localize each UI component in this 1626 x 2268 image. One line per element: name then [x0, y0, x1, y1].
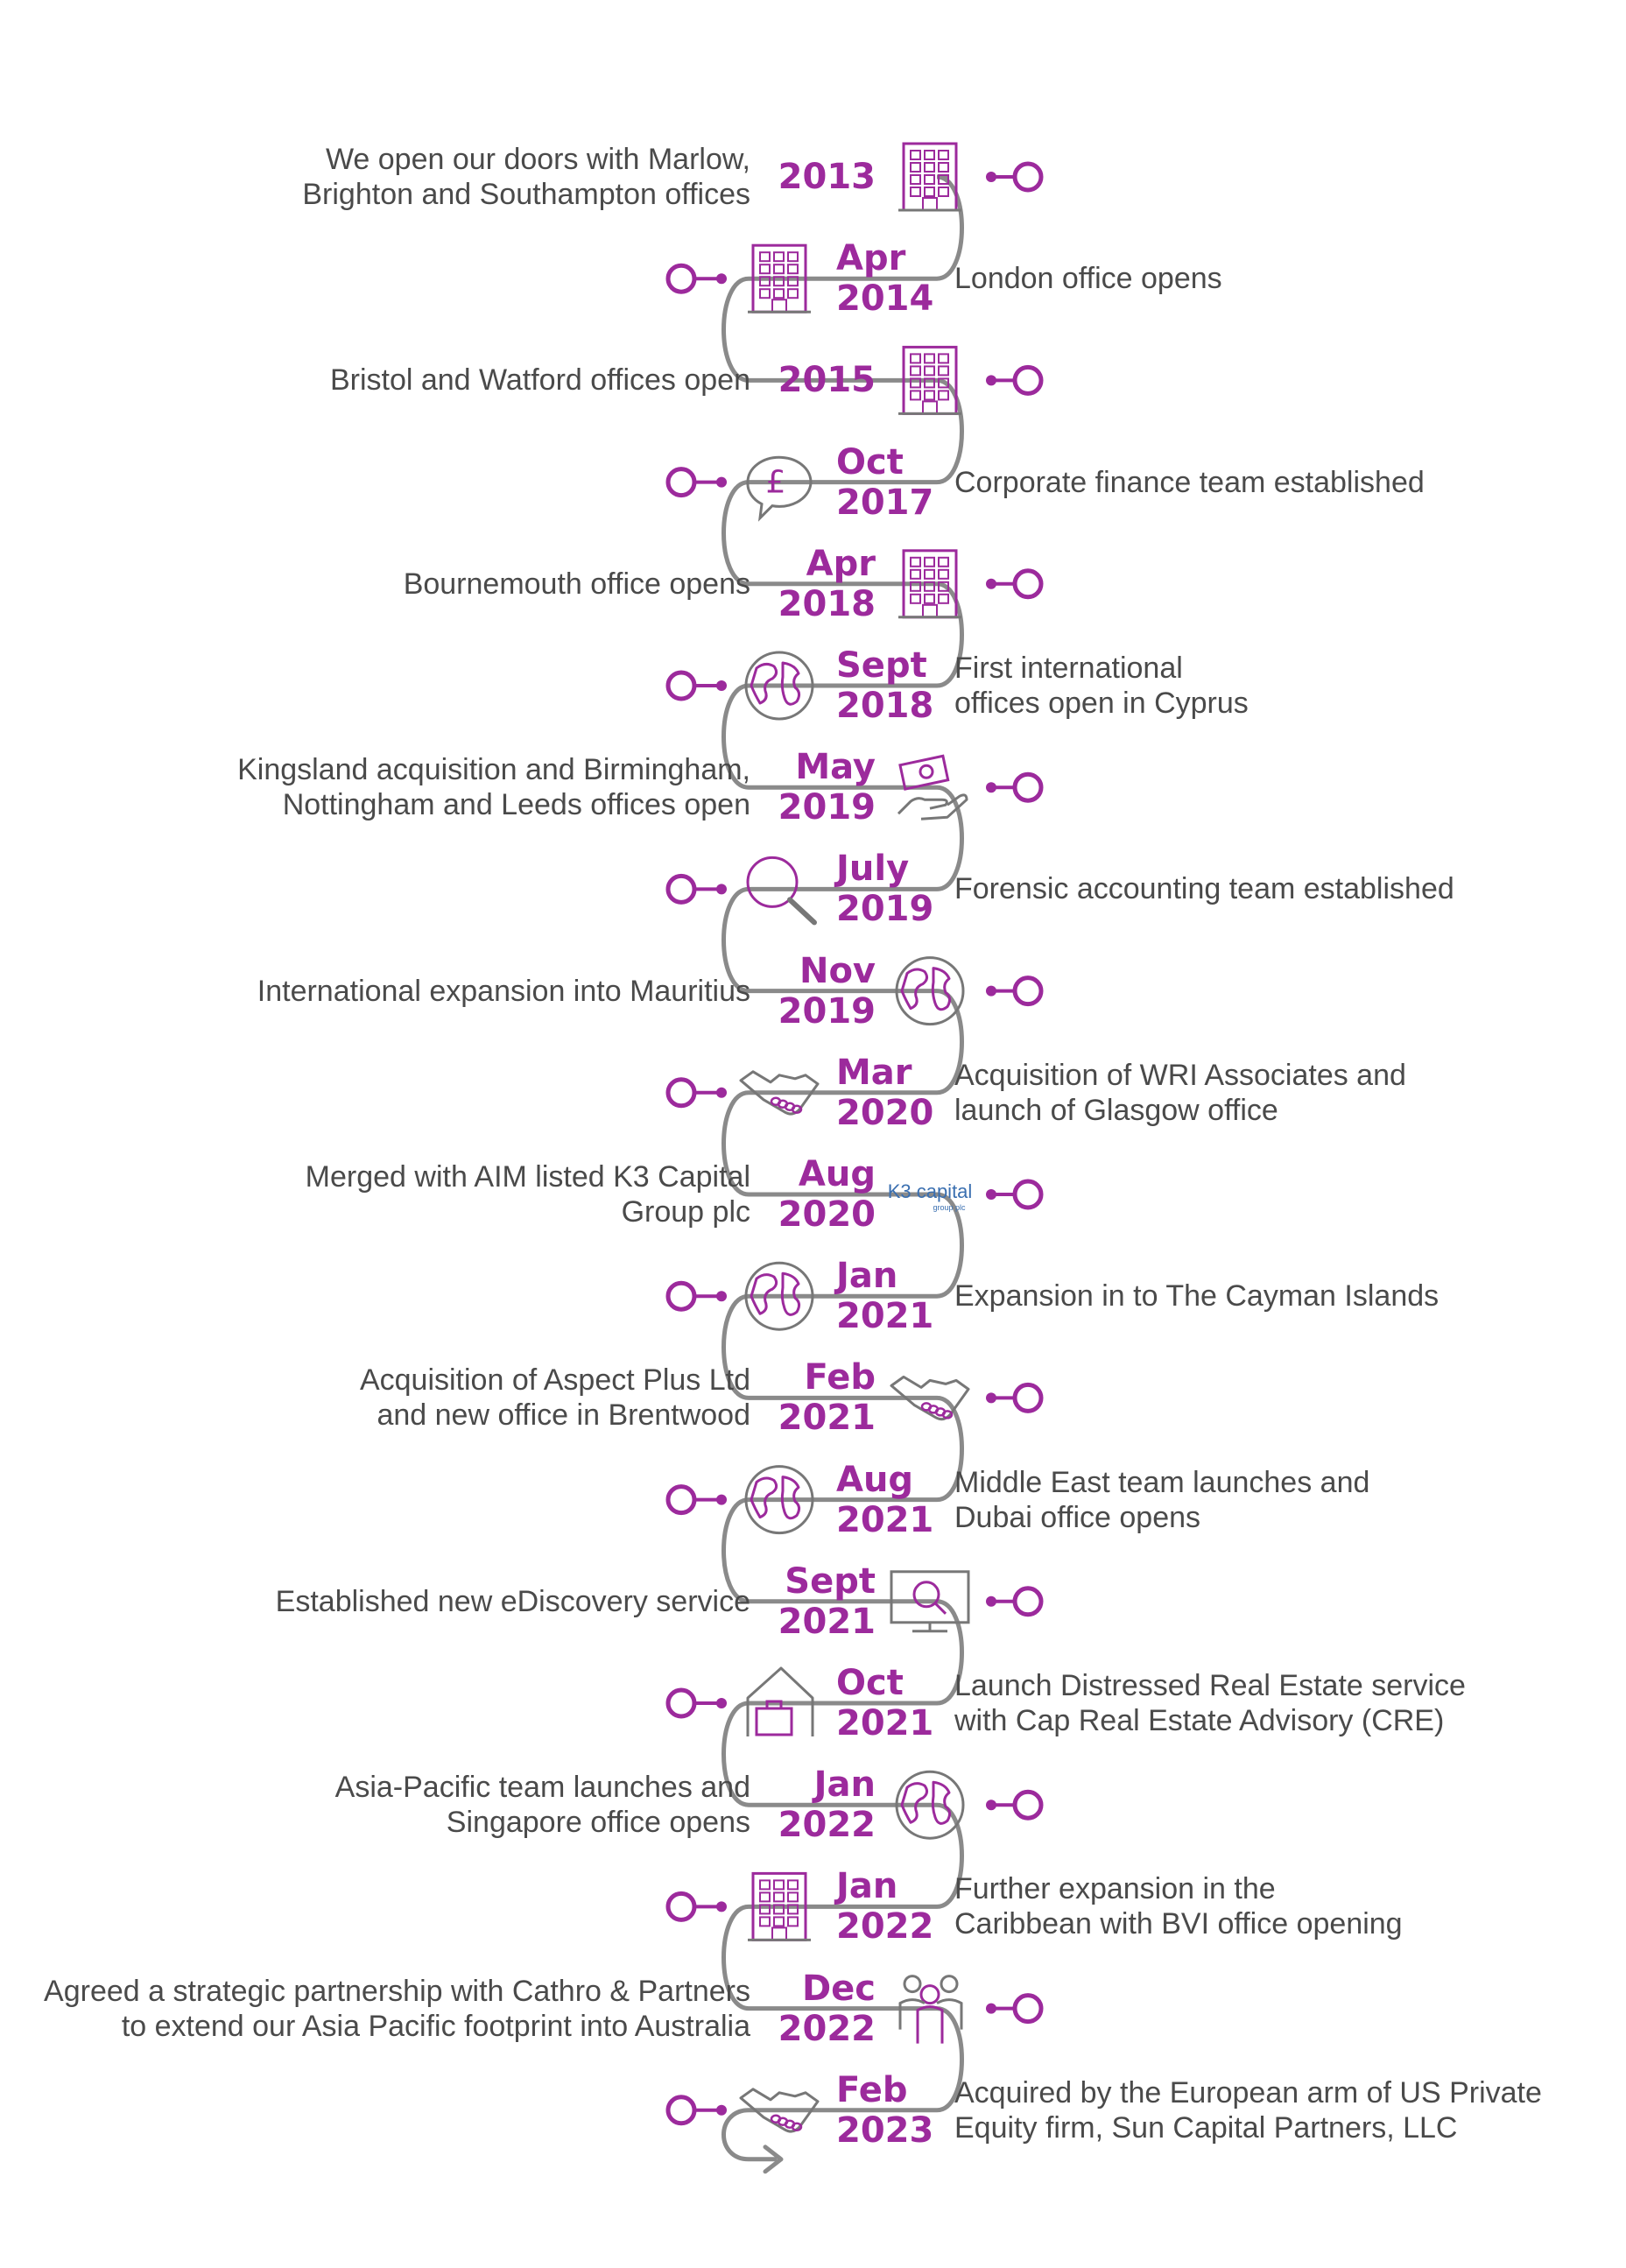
- building-window: [925, 151, 934, 159]
- building-window: [925, 391, 934, 399]
- marker-ring: [668, 1283, 694, 1309]
- building-window: [925, 595, 934, 603]
- event-description-line: Acquisition of Aspect Plus Ltd: [359, 1363, 750, 1398]
- event-description: [954, 465, 1620, 500]
- building-window: [788, 1917, 798, 1926]
- event-month: Jan: [836, 1256, 898, 1297]
- event-description-line: offices open in Cyprus: [954, 687, 1249, 720]
- event-month: Feb: [836, 2069, 908, 2110]
- timeline-marker: [668, 265, 727, 292]
- event-description-line: Acquisition of WRI Associates and: [954, 1058, 1406, 1092]
- building-door: [923, 401, 937, 413]
- event-month: Apr: [806, 543, 876, 584]
- building-window: [911, 187, 920, 196]
- building-window: [774, 1892, 784, 1901]
- event-description: [0, 1584, 750, 1619]
- building-window: [939, 366, 948, 375]
- event-month: Nov: [799, 950, 876, 991]
- event-year: 2019: [836, 889, 934, 930]
- marker-ring: [668, 1080, 694, 1106]
- marker-dot: [986, 2004, 996, 2014]
- timeline-marker: [986, 1996, 1041, 2022]
- event-description: [954, 651, 1620, 721]
- marker-dot: [716, 680, 727, 691]
- marker-ring: [1015, 1996, 1041, 2022]
- event-year: 2021: [836, 1499, 934, 1540]
- building-window: [788, 1892, 798, 1901]
- person-body: [918, 2007, 942, 2044]
- event-month: Oct: [836, 1663, 904, 1703]
- event-year: 2019: [778, 787, 876, 828]
- building-window: [774, 252, 784, 261]
- timeline-marker: [986, 774, 1041, 800]
- event-description-line: Dubai office opens: [954, 1500, 1201, 1534]
- building-window: [760, 252, 770, 261]
- event-year: 2019: [778, 990, 876, 1032]
- building-window: [939, 558, 948, 567]
- event-month: Apr: [836, 238, 906, 279]
- building-window: [939, 354, 948, 363]
- event-description: [954, 261, 1620, 296]
- event-month: Mar: [836, 1052, 912, 1093]
- event-description-line: to extend our Asia Pacific footprint into Australia: [121, 2009, 750, 2043]
- building-door: [923, 198, 937, 210]
- event-description-line: We open our doors with Marlow,: [325, 143, 750, 176]
- marker-dot: [986, 1800, 996, 1810]
- marker-dot: [716, 884, 727, 894]
- building-door: [772, 299, 786, 312]
- event-year: 2020: [778, 1194, 876, 1235]
- building-window: [760, 1917, 770, 1926]
- marker-dot: [986, 1596, 996, 1607]
- event-year: 2022: [778, 2008, 876, 2049]
- building-window: [774, 264, 784, 273]
- event-year: 2022: [778, 1805, 876, 1846]
- event-description-line: Middle East team launches and: [954, 1465, 1370, 1499]
- event-description-line: Equity firm, Sun Capital Partners, LLC: [954, 2110, 1458, 2145]
- event-description-line: Forensic accounting team established: [954, 872, 1454, 906]
- marker-dot: [716, 1901, 727, 1912]
- event-year: 2021: [778, 1601, 876, 1642]
- marker-ring: [668, 265, 694, 292]
- building-window: [760, 1880, 770, 1889]
- event-description-line: Asia-Pacific team launches and: [334, 1771, 750, 1805]
- timeline-marker: [668, 1690, 727, 1716]
- marker-ring: [668, 876, 694, 902]
- timeline-marker: [986, 1384, 1041, 1411]
- event-month: Aug: [798, 1154, 876, 1194]
- building-window: [774, 1880, 784, 1889]
- marker-dot: [986, 986, 996, 997]
- event-description-line: Caribbean with BVI office opening: [954, 1907, 1403, 1941]
- building-window: [939, 187, 948, 196]
- briefcase-body: [757, 1708, 792, 1735]
- timeline-marker: [986, 571, 1041, 597]
- event-description: [954, 1871, 1620, 1941]
- event-description: [954, 1668, 1620, 1738]
- event-description: [954, 1465, 1620, 1535]
- marker-dot: [716, 1698, 727, 1708]
- building-door: [772, 1927, 786, 1940]
- event-month: Oct: [836, 441, 904, 482]
- event-description-line: Nottingham and Leeds offices open: [282, 788, 750, 822]
- timeline-marker: [668, 1080, 727, 1106]
- event-description: [0, 567, 750, 602]
- building-window: [925, 558, 934, 567]
- event-description-line: Bournemouth office opens: [403, 567, 750, 601]
- marker-dot: [716, 477, 727, 488]
- building-window: [925, 175, 934, 184]
- event-description-line: with Cap Real Estate Advisory (CRE): [954, 1704, 1445, 1737]
- marker-dot: [716, 273, 727, 284]
- building-window: [788, 264, 798, 273]
- event-description-line: Expansion in to The Cayman Islands: [954, 1279, 1439, 1314]
- building-window: [939, 570, 948, 579]
- event-month: Feb: [804, 1357, 876, 1398]
- marker-dot: [716, 2105, 727, 2116]
- marker-ring: [668, 673, 694, 699]
- event-description: [0, 1363, 750, 1433]
- marker-ring: [1015, 164, 1041, 190]
- event-month: July: [836, 849, 910, 890]
- event-description-line: and new office in Brentwood: [377, 1398, 750, 1433]
- event-month: Sept: [836, 645, 927, 686]
- marker-ring: [1015, 1384, 1041, 1411]
- timeline-marker: [668, 469, 727, 496]
- event-description-line: Established new eDiscovery service: [275, 1584, 750, 1618]
- event-year: 2013: [778, 157, 876, 197]
- event-description: [0, 1159, 750, 1229]
- event-description: [0, 363, 750, 398]
- building-window: [925, 354, 934, 363]
- building-window: [911, 354, 920, 363]
- marker-ring: [1015, 1792, 1041, 1818]
- event-description-line: Agreed a strategic partnership with Cathro & Partners: [44, 1974, 750, 2008]
- marker-dot: [986, 579, 996, 589]
- building-window: [788, 1880, 798, 1889]
- event-description-line: Group plc: [621, 1195, 750, 1229]
- event-description: [0, 1974, 750, 2044]
- event-description-line: Merged with AIM listed K3 Capital: [305, 1160, 750, 1194]
- building-icon: [898, 144, 961, 210]
- building-window: [774, 289, 784, 298]
- building-window: [911, 163, 920, 172]
- event-year: 2021: [836, 1296, 934, 1337]
- building-door: [923, 605, 937, 617]
- marker-dot: [986, 172, 996, 182]
- event-year: 2023: [836, 2110, 934, 2151]
- k3-logo-icon: [888, 1180, 973, 1212]
- building-window: [939, 391, 948, 399]
- timeline-marker: [668, 1487, 727, 1513]
- event-description-line: Acquired by the European arm of US Private: [954, 2075, 1542, 2110]
- pound-speech-icon: [748, 457, 811, 518]
- event-description-line: International expansion into Mauritius: [257, 974, 750, 1008]
- event-description-line: Singapore office opens: [446, 1806, 750, 1840]
- marker-ring: [1015, 367, 1041, 393]
- event-description-line: Brighton and Southampton offices: [302, 178, 750, 211]
- event-year: 2022: [836, 1906, 934, 1948]
- k3-logo-sub: group plc: [933, 1203, 966, 1212]
- marker-ring: [1015, 978, 1041, 1004]
- event-year: 2015: [778, 360, 876, 401]
- marker-ring: [668, 1893, 694, 1919]
- event-month: May: [795, 747, 876, 788]
- magnifier-handle: [790, 899, 814, 922]
- event-description-line: launch of Glasgow office: [954, 1093, 1278, 1127]
- event-year: 2020: [836, 1092, 934, 1133]
- timeline-marker: [986, 1792, 1041, 1818]
- building-window: [774, 1917, 784, 1926]
- timeline-marker: [668, 876, 727, 902]
- timeline-marker: [668, 673, 727, 699]
- marker-ring: [1015, 1181, 1041, 1208]
- event-month: Dec: [801, 1968, 876, 2009]
- person-head: [941, 1976, 957, 1992]
- building-window: [925, 570, 934, 579]
- marker-ring: [1015, 571, 1041, 597]
- building-window: [911, 595, 920, 603]
- event-description: [0, 974, 750, 1009]
- event-description: [954, 871, 1620, 906]
- marker-dot: [986, 375, 996, 385]
- person-head: [905, 1976, 920, 1992]
- timeline-marker: [986, 1181, 1041, 1208]
- building-window: [760, 1892, 770, 1901]
- building-window: [911, 175, 920, 184]
- banknote: [900, 756, 948, 789]
- marker-dot: [716, 1088, 727, 1098]
- building-window: [911, 570, 920, 579]
- building-window: [911, 366, 920, 375]
- building-window: [939, 151, 948, 159]
- marker-dot: [986, 1392, 996, 1403]
- building-window: [760, 289, 770, 298]
- event-description-line: Further expansion in the: [954, 1872, 1276, 1906]
- event-month: Sept: [785, 1560, 876, 1602]
- marker-dot: [716, 1495, 727, 1505]
- building-window: [911, 151, 920, 159]
- building-window: [788, 289, 798, 298]
- marker-dot: [986, 782, 996, 792]
- event-month: Jan: [813, 1764, 876, 1806]
- timeline-marker: [668, 1893, 727, 1919]
- event-description-line: Kingsland acquisition and Birmingham,: [237, 753, 750, 787]
- event-month: Jan: [836, 1866, 898, 1907]
- event-year: 2014: [836, 278, 934, 320]
- marker-ring: [668, 1487, 694, 1513]
- event-year: 2018: [778, 583, 876, 624]
- building-window: [939, 595, 948, 603]
- event-year: 2017: [836, 482, 934, 523]
- marker-ring: [668, 469, 694, 496]
- marker-dot: [986, 1189, 996, 1200]
- timeline-marker: [668, 1283, 727, 1309]
- event-description: [954, 2075, 1620, 2145]
- event-year: 2021: [778, 1398, 876, 1439]
- event-year: 2021: [836, 1703, 934, 1743]
- banknote-coin: [920, 765, 933, 778]
- building-window: [939, 163, 948, 172]
- event-description-line: First international: [954, 652, 1183, 685]
- building-window: [911, 558, 920, 567]
- marker-dot: [716, 1291, 727, 1301]
- timeline-marker: [986, 978, 1041, 1004]
- timeline-marker: [668, 2097, 727, 2124]
- building-window: [788, 252, 798, 261]
- event-description: [0, 1770, 750, 1840]
- event-description: [0, 752, 750, 822]
- building-window: [760, 264, 770, 273]
- event-description-line: Corporate finance team established: [954, 465, 1425, 499]
- timeline-marker: [986, 1588, 1041, 1615]
- event-description-line: Bristol and Watford offices open: [329, 363, 750, 398]
- event-description: [0, 142, 750, 212]
- timeline-marker: [986, 164, 1041, 190]
- timeline-marker: [986, 367, 1041, 393]
- building-window: [925, 187, 934, 196]
- building-window: [925, 163, 934, 172]
- marker-ring: [668, 2097, 694, 2124]
- event-description: [954, 1058, 1620, 1128]
- person-head: [921, 1986, 939, 2004]
- k3-logo-text: K3 capital: [887, 1180, 973, 1202]
- event-year: 2018: [836, 686, 934, 726]
- marker-ring: [1015, 774, 1041, 800]
- building-window: [911, 391, 920, 399]
- event-description-line: Launch Distressed Real Estate service: [954, 1669, 1466, 1702]
- event-description: [954, 1278, 1620, 1314]
- marker-ring: [668, 1690, 694, 1716]
- marker-ring: [1015, 1588, 1041, 1615]
- event-month: Aug: [836, 1459, 914, 1500]
- person-body: [900, 2000, 925, 2030]
- event-description-line: London office opens: [954, 262, 1222, 296]
- building-window: [925, 366, 934, 375]
- pound-sign: £: [765, 464, 786, 501]
